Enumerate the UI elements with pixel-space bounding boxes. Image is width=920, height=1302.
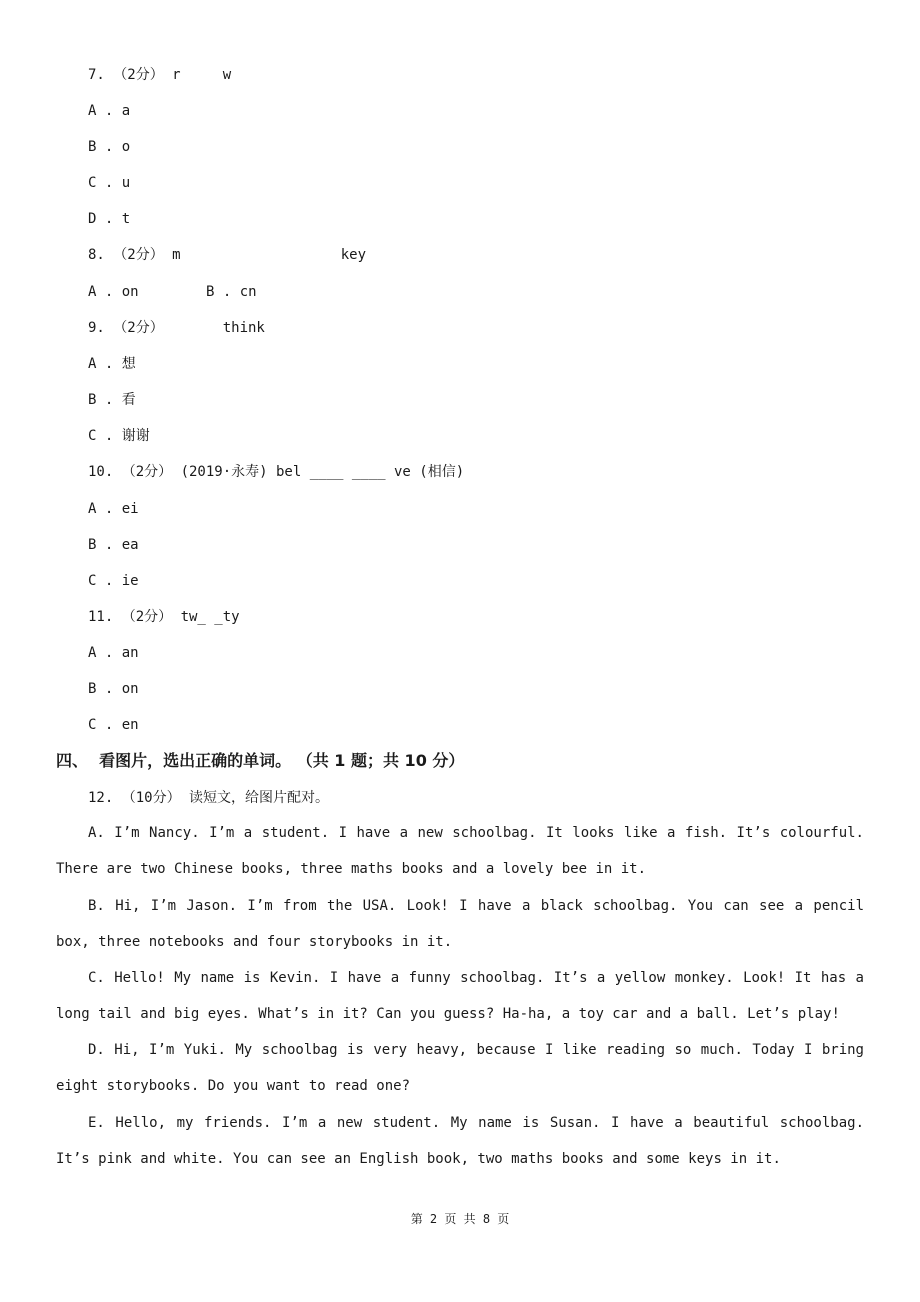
passage-c [56,960,864,1032]
passage-b-text: B. Hi, I’m Jason. I’m from the USA. Look! I have a black schoolbag. You can see a pencil box, three notebooks and four storybooks in it. [56,898,864,950]
question-12-stem: 12. （10分） 读短文，给图片配对。 [88,790,330,806]
q7-option-c: C . u [88,175,131,191]
passage-e [56,1105,864,1177]
q11-option-c: C . en [88,717,139,733]
passage-b [56,888,864,960]
question-7-stem: 7. （2分） r w [88,67,232,83]
q11-option-a: A . an [88,645,139,661]
question-10-stem: 10. （2分） (2019·永寿) bel ____ ____ ve (相信) [88,464,465,480]
passage-a-text: A. I’m Nancy. I’m a student. I have a new schoolbag. It looks like a fish. It’s colourful. There are two Chinese books, three maths books and a lovely bee in it. [56,825,864,877]
question-11-stem: 11. （2分） tw_ _ty [88,609,240,625]
q9-option-b: B . 看 [88,392,136,408]
page-footer: 第 2 页 共 8 页 [410,1212,510,1226]
q11-option-b: B . on [88,681,139,697]
passage-e-text: E. Hello, my friends. I’m a new student. My name is Susan. I have a beautiful schoolbag. It’s pink and white. You can see an English book, two maths books and some keys in it. [56,1115,864,1167]
q10-option-c: C . ie [88,573,139,589]
q7-option-d: D . t [88,211,131,227]
q9-option-a: A . 想 [88,356,136,372]
question-8-stem: 8. （2分） m key [88,247,367,263]
passage-a [56,815,864,887]
q7-option-b: B . o [88,139,131,155]
q10-option-a: A . ei [88,501,139,517]
q7-option-a: A . a [88,103,131,119]
question-9-stem: 9. （2分） think [88,320,265,336]
q8-options: A . on B . cn [88,284,257,300]
passage-d [56,1032,864,1104]
q10-option-b: B . ea [88,537,139,553]
section-4-heading: 四、 看图片，选出正确的单词。 （共 1 题；共 10 分） [56,751,465,770]
passage-c-text: C. Hello! My name is Kevin. I have a funny schoolbag. It’s a yellow monkey. Look! It has a long tail and big eyes. What’s in it? Can you guess? Ha-ha, a toy car and a ball. Let’s play! [56,970,864,1022]
q9-option-c: C . 谢谢 [88,428,150,444]
passage-d-text: D. Hi, I’m Yuki. My schoolbag is very heavy, because I like reading so much. Today I bring eight storybooks. Do you want to read one? [56,1042,864,1094]
